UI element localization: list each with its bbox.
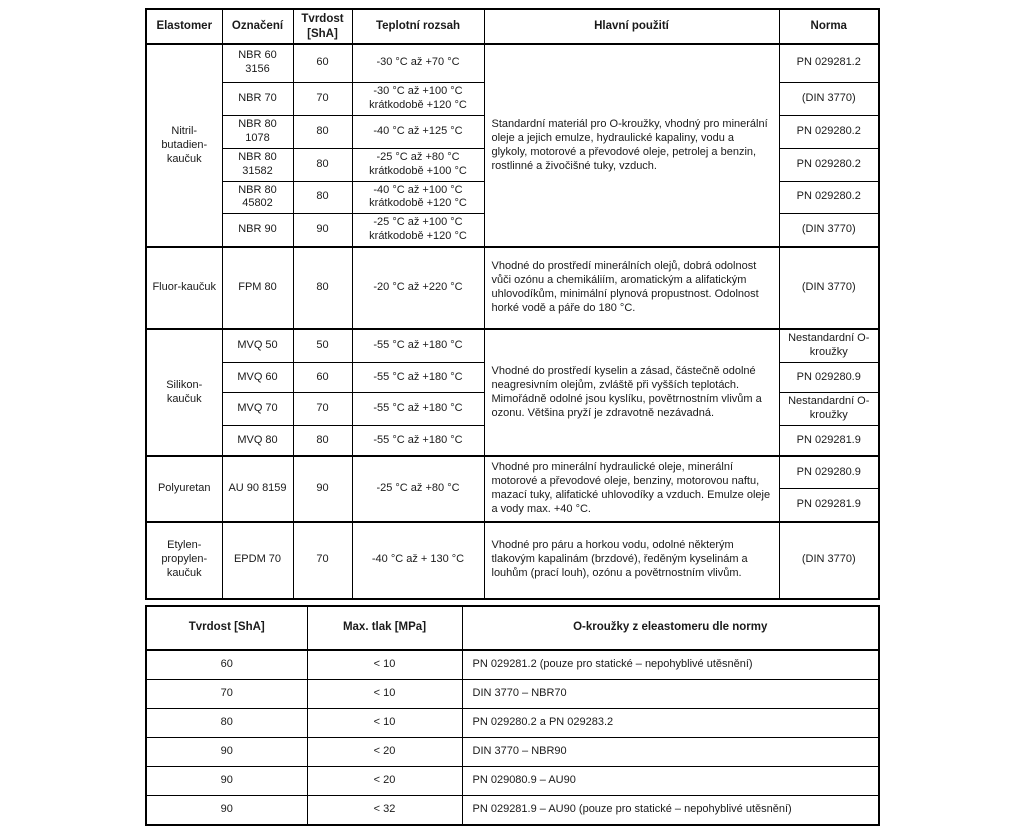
cell-elastomer: Silikon-kaučuk xyxy=(146,329,222,455)
cell-max-pressure: < 32 xyxy=(307,795,462,825)
cell-designation: AU 90 8159 xyxy=(222,456,293,522)
cell-designation: NBR 80 1078 xyxy=(222,115,293,148)
cell-designation: MVQ 60 xyxy=(222,363,293,393)
cell-designation: NBR 80 45802 xyxy=(222,181,293,214)
cell-temperature: -40 °C až +100 °C krátkodobě +120 °C xyxy=(352,181,484,214)
cell-norm: PN 029280.2 xyxy=(779,115,879,148)
cell-designation: MVQ 50 xyxy=(222,329,293,362)
cell-temperature: -40 °C až + 130 °C xyxy=(352,522,484,599)
cell-temperature: -30 °C až +100 °C krátkodobě +120 °C xyxy=(352,82,484,115)
cell-temperature: -55 °C až +180 °C xyxy=(352,426,484,456)
table-row xyxy=(146,650,879,680)
table-row xyxy=(146,522,879,599)
cell-norm: (DIN 3770) xyxy=(779,247,879,329)
cell-elastomer: Nitril-butadien-kaučuk xyxy=(146,44,222,247)
cell-max-pressure: < 10 xyxy=(307,679,462,708)
cell-norm: (DIN 3770) xyxy=(779,522,879,599)
cell-hardness: 90 xyxy=(146,737,307,766)
cell-hardness: 60 xyxy=(146,650,307,680)
cell-usage: Vhodné do prostředí minerálních olejů, dobrá odolnost vůči ozónu a chemikáliím, aromatickým a alifatickým uhlovodíkům, minimální plynová propustnost. Odolnost horké vodě a páře do 180 °C. xyxy=(484,247,779,329)
cell-norm: PN 029281.9 – AU90 (pouze pro statické – nepohyblivé utěsnění) xyxy=(462,795,879,825)
cell-norm: DIN 3770 – NBR90 xyxy=(462,737,879,766)
cell-hardness: 50 xyxy=(293,329,352,362)
cell-usage: Vhodné pro páru a horkou vodu, odolné některým tlakovým kapalinám (brzdové), ředěným kyselinám a louhům (prací louh), ozónu a povětrnostním vlivům. xyxy=(484,522,779,599)
elastomer-table xyxy=(145,8,880,600)
table-row xyxy=(146,456,879,489)
cell-norm: (DIN 3770) xyxy=(779,214,879,247)
cell-designation: NBR 90 xyxy=(222,214,293,247)
cell-hardness: 80 xyxy=(293,148,352,181)
header-usage: Hlavní použití xyxy=(484,9,779,44)
cell-designation: MVQ 80 xyxy=(222,426,293,456)
cell-norm: PN 029281.9 xyxy=(779,426,879,456)
cell-norm: PN 029281.2 (pouze pro statické – nepohyblivé utěsnění) xyxy=(462,650,879,680)
cell-hardness: 70 xyxy=(293,522,352,599)
cell-designation: NBR 70 xyxy=(222,82,293,115)
cell-temperature: -25 °C až +80 °C krátkodobě +100 °C xyxy=(352,148,484,181)
cell-temperature: -55 °C až +180 °C xyxy=(352,363,484,393)
tables-container xyxy=(145,8,878,826)
cell-usage: Vhodné do prostředí kyselin a zásad, částečně odolné neagresivním olejům, zvláště při vyšších teplotách. Mimořádně odolné jsou kyslíku, povětrnostním vlivům a ozonu. Většina pryží je zdravotně nezávadná. xyxy=(484,329,779,455)
cell-hardness: 80 xyxy=(293,426,352,456)
cell-hardness: 90 xyxy=(293,456,352,522)
cell-temperature: -55 °C až +180 °C xyxy=(352,393,484,426)
cell-elastomer: Polyuretan xyxy=(146,456,222,522)
cell-hardness: 70 xyxy=(293,393,352,426)
cell-hardness: 80 xyxy=(293,181,352,214)
cell-hardness: 80 xyxy=(293,115,352,148)
table-row xyxy=(146,708,879,737)
table-row xyxy=(146,247,879,329)
cell-hardness: 80 xyxy=(293,247,352,329)
cell-designation: FPM 80 xyxy=(222,247,293,329)
cell-norm: PN 029281.9 xyxy=(779,489,879,522)
header-norm: Norma xyxy=(779,9,879,44)
cell-temperature: -25 °C až +80 °C xyxy=(352,456,484,522)
table-row xyxy=(146,44,879,82)
cell-hardness: 80 xyxy=(146,708,307,737)
cell-temperature: -55 °C až +180 °C xyxy=(352,329,484,362)
cell-elastomer: Etylen-propylen-kaučuk xyxy=(146,522,222,599)
header-max-pressure: Max. tlak [MPa] xyxy=(307,606,462,650)
header-oring-norm: O-kroužky z eleastomeru dle normy xyxy=(462,606,879,650)
table-row xyxy=(146,795,879,825)
pressure-table-header-row xyxy=(146,606,879,650)
cell-norm: PN 029281.2 xyxy=(779,44,879,82)
cell-norm: PN 029280.2 a PN 029283.2 xyxy=(462,708,879,737)
cell-norm: PN 029280.2 xyxy=(779,181,879,214)
cell-norm: DIN 3770 – NBR70 xyxy=(462,679,879,708)
cell-hardness: 70 xyxy=(146,679,307,708)
cell-hardness: 90 xyxy=(146,795,307,825)
cell-hardness: 60 xyxy=(293,44,352,82)
table-row xyxy=(146,766,879,795)
cell-temperature: -20 °C až +220 °C xyxy=(352,247,484,329)
header-hardness: Tvrdost [ShA] xyxy=(146,606,307,650)
cell-designation: EPDM 70 xyxy=(222,522,293,599)
cell-temperature: -40 °C až +125 °C xyxy=(352,115,484,148)
pressure-table xyxy=(145,605,880,826)
header-elastomer: Elastomer xyxy=(146,9,222,44)
cell-usage: Vhodné pro minerální hydraulické oleje, minerální motorové a převodové oleje, benziny, motorovou naftu, mazací tuky, alifatické uhlovodíky a vzduch. Emulze oleje a vody max. +40 °C. xyxy=(484,456,779,522)
elastomer-table-header-row xyxy=(146,9,879,44)
cell-norm: PN 029280.9 xyxy=(779,456,879,489)
cell-max-pressure: < 20 xyxy=(307,766,462,795)
cell-hardness: 90 xyxy=(146,766,307,795)
cell-norm: Nestandardní O-kroužky xyxy=(779,393,879,426)
cell-norm: (DIN 3770) xyxy=(779,82,879,115)
cell-hardness: 90 xyxy=(293,214,352,247)
cell-max-pressure: < 10 xyxy=(307,708,462,737)
table-row xyxy=(146,679,879,708)
cell-temperature: -30 °C až +70 °C xyxy=(352,44,484,82)
header-temperature: Teplotní rozsah xyxy=(352,9,484,44)
table-row xyxy=(146,329,879,362)
cell-elastomer: Fluor-kaučuk xyxy=(146,247,222,329)
cell-designation: NBR 80 31582 xyxy=(222,148,293,181)
cell-designation: MVQ 70 xyxy=(222,393,293,426)
header-hardness: Tvrdost [ShA] xyxy=(293,9,352,44)
cell-hardness: 70 xyxy=(293,82,352,115)
cell-temperature: -25 °C až +100 °C krátkodobě +120 °C xyxy=(352,214,484,247)
cell-max-pressure: < 10 xyxy=(307,650,462,680)
cell-norm: Nestandardní O-kroužky xyxy=(779,329,879,362)
cell-designation: NBR 60 3156 xyxy=(222,44,293,82)
cell-norm: PN 029280.9 xyxy=(779,363,879,393)
header-designation: Označení xyxy=(222,9,293,44)
cell-usage: Standardní materiál pro O-kroužky, vhodný pro minerální oleje a jejich emulze, hydraulické kapaliny, vodu a glykoly, motorové a převodové oleje, petrolej a benzin, rostlinné a živočišné tuky, vzduch. xyxy=(484,44,779,247)
cell-hardness: 60 xyxy=(293,363,352,393)
table-row xyxy=(146,737,879,766)
cell-norm: PN 029080.9 – AU90 xyxy=(462,766,879,795)
cell-norm: PN 029280.2 xyxy=(779,148,879,181)
cell-max-pressure: < 20 xyxy=(307,737,462,766)
